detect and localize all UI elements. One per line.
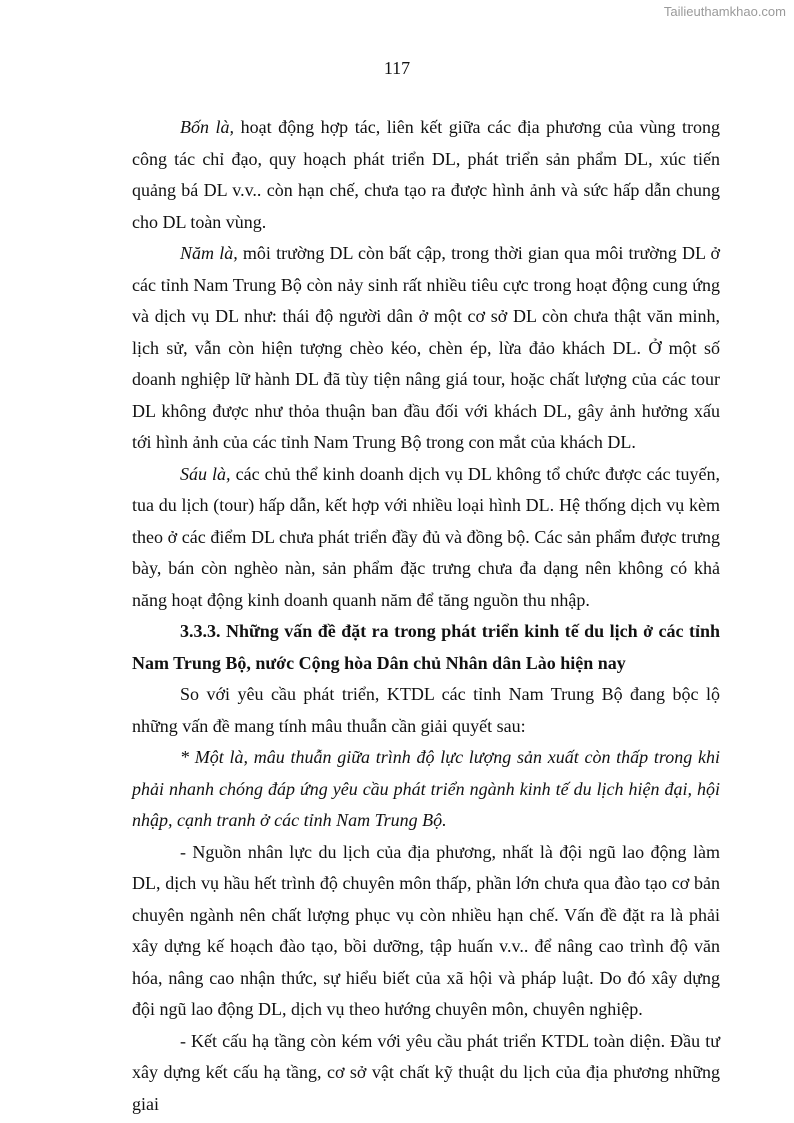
paragraph-text: các chủ thể kinh doanh dịch vụ DL không tổ chức được các tuyến, tua du lịch (tour) hấp dẫn, kết hợp với nhiều loại hình DL. Hệ thống dịch vụ kèm theo ở các điểm DL chưa phát triển đầy đủ và đồng bộ. Các sản phẩm được trưng bày, bán còn nghèo nàn, sản phẩm đặc trưng chưa đa dạng nên không có khả năng hoạt động kinh doanh quanh năm để tăng nguồn thu nhập. — [132, 463, 720, 610]
paragraph-lead: Năm là, — [180, 243, 238, 263]
paragraph — [132, 238, 720, 459]
paragraph-lead: Sáu là, — [180, 463, 231, 484]
document-body — [132, 112, 720, 1120]
paragraph-text: hoạt động hợp tác, liên kết giữa các địa phương của vùng trong công tác chỉ đạo, quy hoạch phát triển DL, phát triển sản phẩm DL, xúc tiến quảng bá DL v.v.. còn hạn chế, chưa tạo ra được hình ảnh và sức hấp dẫn chung cho DL toàn vùng. — [132, 117, 721, 232]
paragraph: - Nguồn nhân lực du lịch của địa phương, nhất là đội ngũ lao động làm DL, dịch vụ hầu hết trình độ chuyên môn thấp, phần lớn chưa qua đào tạo cơ bản chuyên ngành nên chất lượng phục vụ còn nhiều hạn chế. Vấn đề đặt ra là phải xây dựng kế hoạch đào tạo, bồi dưỡng, tập huấn v.v.. để nâng cao trình độ văn hóa, nâng cao nhận thức, sự hiểu biết của xã hội và pháp luật. Do đó xây dựng đội ngũ lao động DL, dịch vụ theo hướng chuyên môn, chuyên nghiệp. — [132, 841, 720, 1019]
paragraph — [132, 112, 720, 238]
watermark: Tailieuthamkhao.com — [663, 4, 786, 19]
page-number: 117 — [383, 58, 411, 78]
paragraph — [132, 459, 720, 617]
paragraph-lead: Bốn là, — [180, 117, 235, 137]
paragraph: So với yêu cầu phát triển, KTDL các tỉnh Nam Trung Bộ đang bộc lộ những vấn đề mang tính mâu thuẫn cần giải quyết sau: — [132, 684, 720, 736]
paragraph: * Một là, mâu thuẫn giữa trình độ lực lượng sản xuất còn thấp trong khi phải nhanh chóng đáp ứng yêu cầu phát triển ngành kinh tế du lịch hiện đại, hội nhập, cạnh tranh ở các tỉnh Nam Trung Bộ. — [132, 747, 720, 830]
paragraph-text: môi trường DL còn bất cập, trong thời gian qua môi trường DL ở các tỉnh Nam Trung Bộ còn nảy sinh rất nhiều tiêu cực trong hoạt động cung ứng và dịch vụ DL như: thái độ người dân ở một cơ sở DL còn chưa thật văn minh, lịch sử, vẫn còn hiện tượng chèo kéo, chèn ép, lừa đảo khách DL. Ở một số doanh nghiệp lữ hành DL đã tùy tiện nâng giá tour, hoặc chất lượng của các tour DL không được như thỏa thuận ban đầu đối với khách DL, gây ảnh hưởng xấu tới hình ảnh của các tỉnh Nam Trung Bộ trong con mắt của khách DL. — [132, 243, 720, 452]
paragraph: - Kết cấu hạ tầng còn kém với yêu cầu phát triển KTDL toàn diện. Đầu tư xây dựng kết cấu hạ tầng, cơ sở vật chất kỹ thuật du lịch của địa phương những giai — [132, 1030, 720, 1114]
section-heading: 3.3.3. Những vấn đề đặt ra trong phát triển kinh tế du lịch ở các tỉnh Nam Trung Bộ, nước Cộng hòa Dân chủ Nhân dân Lào hiện nay — [132, 621, 720, 673]
